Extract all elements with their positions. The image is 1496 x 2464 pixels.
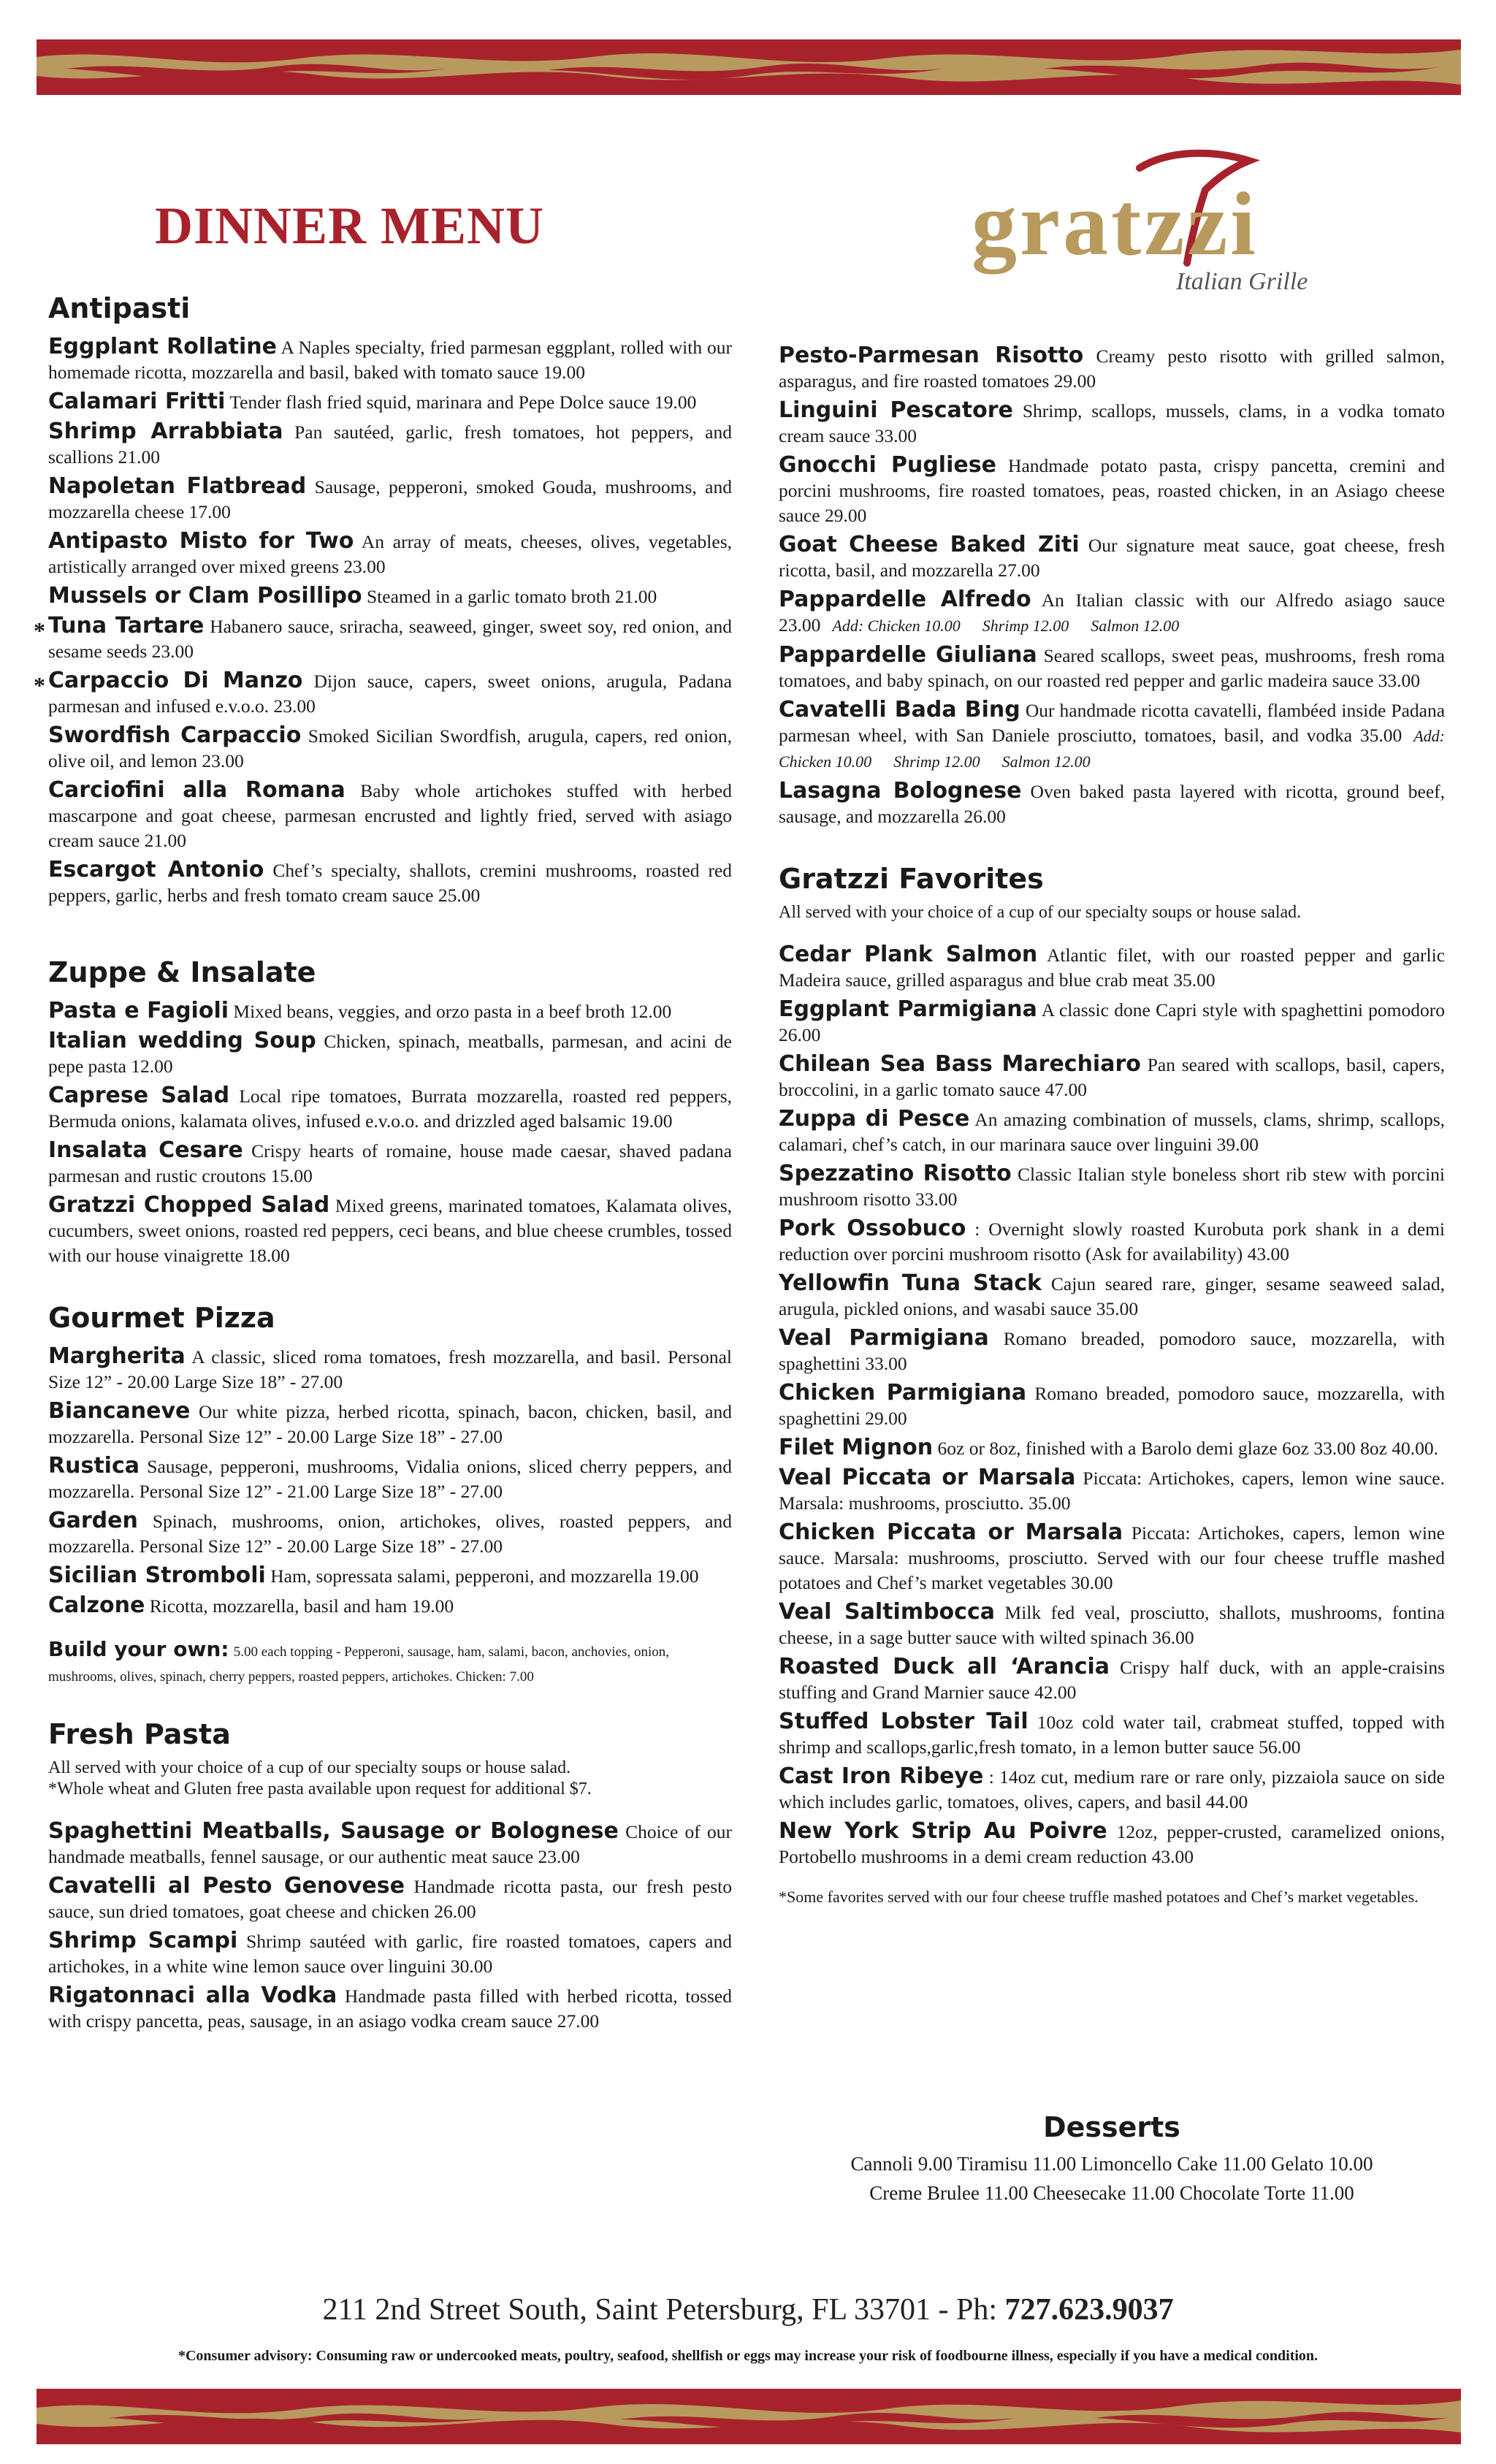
menu-item (48, 584, 732, 609)
item-description: Dijon sauce, capers, sweet onions, arugula, Padana parmesan and infused e.v.o.o. 23.00 (48, 671, 732, 717)
pizza-section (48, 1302, 732, 1689)
menu-item (34, 613, 733, 664)
item-name: Pesto-Parmesan Risotto (779, 343, 1084, 368)
favorites-list (779, 942, 1445, 1869)
favorites-note: All served with your choice of a cup of our specialty soups or house salad. (779, 903, 1302, 922)
zuppe-list (48, 999, 732, 1268)
item-name: Veal Saltimbocca (779, 1599, 995, 1625)
item-description: Creamy pesto risotto with grilled salmon, asparagus, and fire roasted tomatoes 29.00 (779, 346, 1446, 392)
item-name: Mussels or Clam Posillipo (48, 583, 362, 609)
item-description: Pan sautéed, garlic, fresh tomatoes, hot peppers, and scallions 21.00 (48, 422, 732, 468)
item-name: Garden (48, 1508, 138, 1533)
item-description: Cajun seared rare, ginger, sesame seaweed salad, arugula, pickled onions, and wasabi sauce 35.00 (779, 1273, 1445, 1319)
item-name: Pork Ossobuco (779, 1216, 966, 1241)
item-name: Italian wedding Soup (48, 1028, 316, 1053)
item-description: Sausage, pepperoni, mushrooms, Vidalia onions, sliced cherry peppers, and mozzarella. Personal Size 12” - 21.00 Large Size 18” - 27.00 (48, 1456, 733, 1502)
build-text: 5.00 each topping - Pepperoni, sausage, ham, salami, bacon, anchovies, onion, mushrooms, olives, spinach, cherry peppers, roasted peppers, artichokes. Chicken: 7.00 (48, 1644, 669, 1685)
item-name: Cavatelli Bada Bing (779, 697, 1020, 722)
menu-item (48, 335, 732, 385)
menu-item (779, 1162, 1445, 1212)
item-name: Shrimp Scampi (48, 1928, 238, 1953)
item-name: Pasta e Fagioli (48, 998, 229, 1023)
item-description: Handmade ricotta pasta, our fresh pesto sauce, sun dried tomatoes, goat cheese and chicken 26.00 (48, 1876, 732, 1922)
item-description: Our white pizza, herbed ricotta, spinach, bacon, chicken, basil, and mozzarella. Personal Size 12” - 20.00 Large Size 18” - 27.00 (48, 1401, 732, 1447)
item-description: A classic done Capri style with spaghettini pomodoro 26.00 (779, 999, 1445, 1045)
item-description: Chef’s specialty, shallots, cremini mushrooms, roasted red peppers, garlic, herbs and fresh tomato cream sauce 25.00 (48, 860, 733, 906)
menu-item (779, 343, 1445, 394)
item-name: Spezzatino Risotto (779, 1161, 1012, 1186)
menu-item (48, 1029, 732, 1079)
item-name: Pappardelle Alfredo (779, 587, 1031, 612)
build-your-own (48, 1638, 732, 1689)
item-description: : Overnight slowly roasted Kurobuta pork shank in a demi reduction over porcini mushroom risotto (Ask for availability) 43.00 (779, 1218, 1446, 1265)
menu-item (779, 1600, 1445, 1650)
item-description: Smoked Sicilian Swordfish, arugula, capers, red onion, olive oil, and lemon 23.00 (48, 725, 732, 771)
pasta-note (48, 1758, 732, 1800)
item-description: A Naples specialty, fried parmesan eggplant, rolled with our homemade ricotta, mozzarella and basil, baked with tomato sauce 19.00 (48, 337, 733, 383)
item-description: Oven baked pasta layered with ricotta, ground beef, sausage, and mozzarella 26.00 (779, 781, 1446, 827)
menu-item (779, 1465, 1445, 1516)
pasta-title: Fresh Pasta (48, 1718, 231, 1750)
item-name: Biancaneve (48, 1398, 191, 1424)
zuppe-title: Zuppe & Insalate (48, 956, 316, 988)
menu-item (779, 1435, 1445, 1461)
item-name: Zuppa di Pesce (779, 1106, 970, 1132)
item-name: Lasagna Bolognese (779, 778, 1022, 804)
menu-item (779, 533, 1445, 583)
menu-item (779, 698, 1445, 774)
restaurant-address (0, 2292, 1496, 2327)
item-name: Rustica (48, 1453, 140, 1479)
item-name: Stuffed Lobster Tail (779, 1709, 1028, 1734)
menu-item (779, 1107, 1445, 1157)
menu-item (48, 529, 732, 579)
item-description: Shrimp sautéed with garlic, fire roasted tomatoes, capers and artichokes, in a white wine lemon sauce over linguini 30.00 (48, 1931, 732, 1977)
desserts-line-1: Cannoli 9.00 Tiramisu 11.00 Limoncello Cake 11.00 Gelato 10.00 (850, 2153, 1373, 2175)
raw-item-marker: * (34, 617, 45, 644)
item-name: Insalata Cesare (48, 1137, 243, 1163)
top-decorative-band (37, 39, 1461, 95)
build-label: Build your own: (48, 1637, 229, 1661)
menu-item (48, 1874, 732, 1924)
antipasti-list (34, 334, 733, 908)
consumer-advisory: *Consumer advisory: Consuming raw or undercooked meats, poultry, seafood, shellfish or eggs may increase your risk of foodbourne illness, especially if you have a medical condition. (178, 2348, 1318, 2364)
item-name: Chicken Piccata or Marsala (779, 1519, 1123, 1545)
menu-item (48, 1983, 732, 2034)
item-description: Seared scallops, sweet peas, mushrooms, fresh roma tomatoes, and baby spinach, on our roasted red pepper and garlic madeira sauce 33.00 (779, 645, 1445, 691)
menu-item (779, 1819, 1445, 1869)
favorites-footnote: *Some favorites served with our four cheese truffle mashed potatoes and Chef’s market vegetables. (779, 1888, 1419, 1906)
item-name: Veal Piccata or Marsala (779, 1465, 1076, 1490)
menu-item (779, 1655, 1445, 1705)
item-description: Sausage, pepperoni, smoked Gouda, mushrooms, and mozzarella cheese 17.00 (48, 476, 732, 522)
item-name: Caprese Salad (48, 1083, 230, 1108)
pizza-list (48, 1344, 732, 1619)
pizza-title: Gourmet Pizza (48, 1302, 275, 1334)
item-description: Romano breaded, pomodoro sauce, mozzarella, with spaghettini 29.00 (779, 1383, 1445, 1429)
item-name: New York Strip Au Poivre (779, 1818, 1107, 1844)
item-description: Atlantic filet, with our roasted pepper and garlic Madeira sauce, grilled asparagus and blue crab meat 35.00 (779, 945, 1446, 991)
item-description: Spinach, mushrooms, onion, artichokes, olives, roasted peppers, and mozzarella. Personal Size 12” - 20.00 Large Size 18” - 27.00 (48, 1511, 733, 1557)
item-description: A classic, sliced roma tomatoes, fresh mozzarella, and basil. Personal Size 12” - 20.00 Large Size 18” - 27.00 (48, 1346, 732, 1392)
menu-item (48, 419, 732, 470)
menu-item (48, 1593, 732, 1619)
menu-item (48, 1563, 732, 1589)
favorites-title: Gratzzi Favorites (779, 863, 1044, 895)
item-name: Sicilian Stromboli (48, 1563, 266, 1588)
menu-item (779, 997, 1445, 1048)
address-text: 211 2nd Street South, Saint Petersburg, FL 33701 - Ph: (322, 2293, 1005, 2327)
desserts-title: Desserts (1043, 2111, 1180, 2143)
menu-item (779, 587, 1445, 638)
menu-item (779, 1764, 1445, 1815)
add-on-option: Salmon 12.00 (1001, 752, 1091, 771)
add-on-option: Shrimp 12.00 (982, 617, 1069, 635)
item-description: An array of meats, cheeses, olives, vegetables, artistically arranged over mixed greens 23.00 (48, 531, 733, 577)
item-name: Margherita (48, 1343, 186, 1369)
pasta-continued-list (779, 343, 1445, 829)
item-name: Swordfish Carpaccio (48, 722, 302, 748)
menu-item (48, 723, 732, 774)
item-name: Yellowfin Tuna Stack (779, 1270, 1042, 1296)
menu-item (48, 1399, 732, 1449)
item-description: Mixed greens, marinated tomatoes, Kalamata olives, cucumbers, sweet onions, roasted red peppers, ceci beans, and blue cheese crumbles, tossed with our house vinaigrette 18.00 (48, 1195, 732, 1266)
menu-item (779, 1709, 1445, 1760)
menu-item (48, 1454, 732, 1504)
item-description: Crispy hearts of romaine, house made caesar, shaved padana parmesan and rustic croutons 15.00 (48, 1140, 732, 1186)
item-description: Our handmade ricotta cavatelli, flambéed inside Padana parmesan wheel, with San Daniele prosciutto, tomatoes, basil, and vodka 35.00 (779, 700, 1446, 746)
item-description: Pan seared with scallops, basil, capers, broccolini, in a garlic tomato sauce 47.00 (779, 1054, 1446, 1100)
item-description: Handmade potato pasta, crispy pancetta, cremini and porcini mushrooms, fire roasted tomatoes, peas, roasted chicken, in an Asiago cheese sauce 29.00 (779, 455, 1446, 526)
menu-item (48, 389, 732, 415)
menu-item (34, 668, 732, 719)
item-description: Chicken, spinach, meatballs, parmesan, and acini de pepe pasta 12.00 (48, 1031, 733, 1077)
logo-tagline: Italian Grille (1176, 268, 1308, 295)
item-description: Choice of our handmade meatballs, fennel sausage, or our authentic meat sauce 23.00 (48, 1821, 732, 1867)
phone-number: 727.623.9037 (1004, 2293, 1174, 2327)
raw-item-marker: * (34, 672, 45, 698)
item-name: Chilean Sea Bass Marechiaro (779, 1051, 1141, 1077)
item-description: Ricotta, mozzarella, basil and ham 19.00 (149, 1595, 454, 1617)
item-description: Habanero sauce, sriracha, seaweed, ginger, sweet soy, red onion, and sesame seeds 23.00 (48, 616, 733, 662)
desserts-section (779, 2111, 1445, 2208)
item-description: Ham, sopressata salami, pepperoni, and mozzarella 19.00 (270, 1565, 699, 1587)
item-description: Crispy half duck, with an apple-craisins stuffing and Grand Marnier sauce 42.00 (779, 1657, 1446, 1703)
item-name: Carpaccio Di Manzo (48, 668, 303, 693)
item-name: Tuna Tartare (48, 613, 205, 638)
left-column (34, 292, 733, 2038)
menu-item (779, 453, 1445, 528)
menu-item (48, 778, 732, 853)
menu-item (48, 1138, 732, 1189)
menu-item (48, 1929, 732, 1979)
item-description: Milk fed veal, prosciutto, shallots, mushrooms, fontina cheese, in a sage butter sauce with wilted spinach 36.00 (779, 1602, 1445, 1648)
bottom-decorative-band (37, 2389, 1461, 2444)
item-name: Goat Cheese Baked Ziti (779, 532, 1080, 557)
antipasti-title: Antipasti (48, 292, 191, 324)
item-description: Mixed beans, veggies, and orzo pasta in a beef broth 12.00 (233, 1001, 672, 1022)
item-description: Shrimp, scallops, mussels, clams, in a vodka tomato cream sauce 33.00 (779, 400, 1445, 446)
item-description: Baby whole artichokes stuffed with herbed mascarpone and goat cheese, parmesan encrusted and lightly fried, served with asiago cream sauce 21.00 (48, 780, 732, 851)
item-name: Napoletan Flatbread (48, 473, 307, 499)
menu-item (48, 1344, 732, 1395)
item-name: Eggplant Rollatine (48, 334, 277, 359)
menu-item (779, 643, 1445, 693)
right-column (779, 343, 1445, 1907)
logo-wordmark: gratzzi (972, 174, 1259, 274)
menu-item (779, 1520, 1445, 1595)
item-name: Veal Parmigiana (779, 1325, 989, 1351)
item-description: : 14oz cut, medium rare or rare only, pizzaiola sauce on side which includes garlic, tomatoes, olives, capers, and basil 44.00 (779, 1766, 1445, 1812)
item-name: Calzone (48, 1593, 145, 1618)
menu-item (48, 858, 732, 908)
item-name: Escargot Antonio (48, 857, 264, 882)
item-description: Piccata: Artichokes, capers, lemon wine sauce. Marsala: mushrooms, prosciutto. 35.00 (779, 1468, 1445, 1514)
item-description: Romano breaded, pomodoro sauce, mozzarella, with spaghettini 33.00 (779, 1328, 1446, 1374)
pasta-section (48, 1718, 732, 2034)
item-description: Classic Italian style boneless short rib stew with porcini mushroom risotto 33.00 (779, 1164, 1446, 1210)
menu-title: DINNER MENU (155, 197, 544, 255)
menu-item (48, 474, 732, 525)
item-description: Local ripe tomatoes, Burrata mozzarella, roasted red peppers, Bermuda onions, kalamata olives, infused e.v.o.o. and drizzled aged balsamic 19.00 (48, 1086, 732, 1132)
item-name: Eggplant Parmigiana (779, 996, 1037, 1022)
item-description: 6oz or 8oz, finished with a Barolo demi glaze 6oz 33.00 8oz 40.00. (937, 1438, 1439, 1459)
item-description: Handmade pasta filled with herbed ricotta, tossed with crispy pancetta, peas, sausage, in an asiago vodka cream sauce 27.00 (48, 1986, 733, 2032)
menu-item (48, 999, 732, 1024)
menu-item (779, 1216, 1445, 1267)
item-name: Gratzzi Chopped Salad (48, 1192, 330, 1218)
item-description: Piccata: Artichokes, capers, lemon wine sauce. Marsala: mushrooms, prosciutto. Served with our four cheese truffle mashed potatoes and Chef’s market vegetables 30.00 (779, 1522, 1446, 1593)
favorites-section (779, 863, 1445, 1907)
add-on-option: Add: Chicken 10.00 (779, 727, 1445, 771)
item-name: Cast Iron Ribeye (779, 1763, 984, 1789)
item-name: Shrimp Arrabbiata (48, 419, 283, 444)
menu-item (779, 779, 1445, 829)
item-name: Antipasto Misto for Two (48, 528, 354, 554)
menu-item (48, 1193, 732, 1268)
item-name: Calamari Fritti (48, 389, 226, 414)
item-name: Rigatonnaci alla Vodka (48, 1983, 337, 2008)
menu-item (48, 1508, 732, 1559)
item-description: Steamed in a garlic tomato broth 21.00 (367, 586, 657, 607)
menu-item (779, 942, 1445, 993)
item-name: Cedar Plank Salmon (779, 942, 1038, 967)
item-name: Roasted Duck all ‘Arancia (779, 1654, 1110, 1679)
add-on-option: Salmon 12.00 (1091, 617, 1180, 635)
item-name: Linguini Pescatore (779, 397, 1013, 423)
menu-item (48, 1819, 732, 1869)
pasta-list (48, 1819, 732, 2034)
antipasti-section (34, 292, 733, 908)
item-description: An amazing combination of mussels, clams, shrimp, scallops, calamari, chef’s catch, in our marinara sauce over linguini 39.00 (779, 1109, 1446, 1155)
item-description: Tender flash fried squid, marinara and Pepe Dolce sauce 19.00 (229, 392, 697, 413)
item-add-ons (832, 617, 1201, 635)
item-name: Chicken Parmigiana (779, 1380, 1027, 1405)
gratzzi-logo (957, 146, 1337, 300)
item-name: Filet Mignon (779, 1435, 934, 1460)
pasta-note-1: All served with your choice of a cup of our specialty soups or house salad. (48, 1758, 571, 1777)
pasta-note-2: *Whole wheat and Gluten free pasta available upon request for additional $7. (48, 1780, 592, 1799)
item-name: Carciofini alla Romana (48, 777, 346, 803)
add-on-option: Shrimp 12.00 (893, 752, 980, 771)
menu-item (779, 398, 1445, 449)
item-description: 10oz cold water tail, crabmeat stuffed, topped with shrimp and scallops,garlic,fresh tomato, in a lemon butter sauce 56.00 (779, 1712, 1446, 1758)
menu-item (779, 1326, 1445, 1376)
item-name: Spaghettini Meatballs, Sausage or Bolognese (48, 1818, 619, 1844)
item-description: An Italian classic with our Alfredo asiago sauce 23.00 (779, 590, 1446, 636)
desserts-line-2: Creme Brulee 11.00 Cheesecake 11.00 Chocolate Torte 11.00 (869, 2182, 1354, 2204)
menu-item (48, 1083, 732, 1134)
add-on-option: Add: Chicken 10.00 (832, 617, 961, 635)
menu-item (779, 1271, 1445, 1321)
zuppe-section (48, 956, 732, 1268)
item-name: Cavatelli al Pesto Genovese (48, 1873, 405, 1899)
item-name: Gnocchi Pugliese (779, 452, 996, 478)
menu-item (779, 1052, 1445, 1102)
menu-item (779, 1381, 1445, 1431)
item-description: 12oz, pepper-crusted, caramelized onions, Portobello mushrooms in a demi cream reduction 43.00 (779, 1821, 1445, 1867)
item-name: Pappardelle Giuliana (779, 642, 1037, 668)
item-description: Our signature meat sauce, goat cheese, fresh ricotta, basil, and mozzarella 27.00 (779, 535, 1445, 581)
